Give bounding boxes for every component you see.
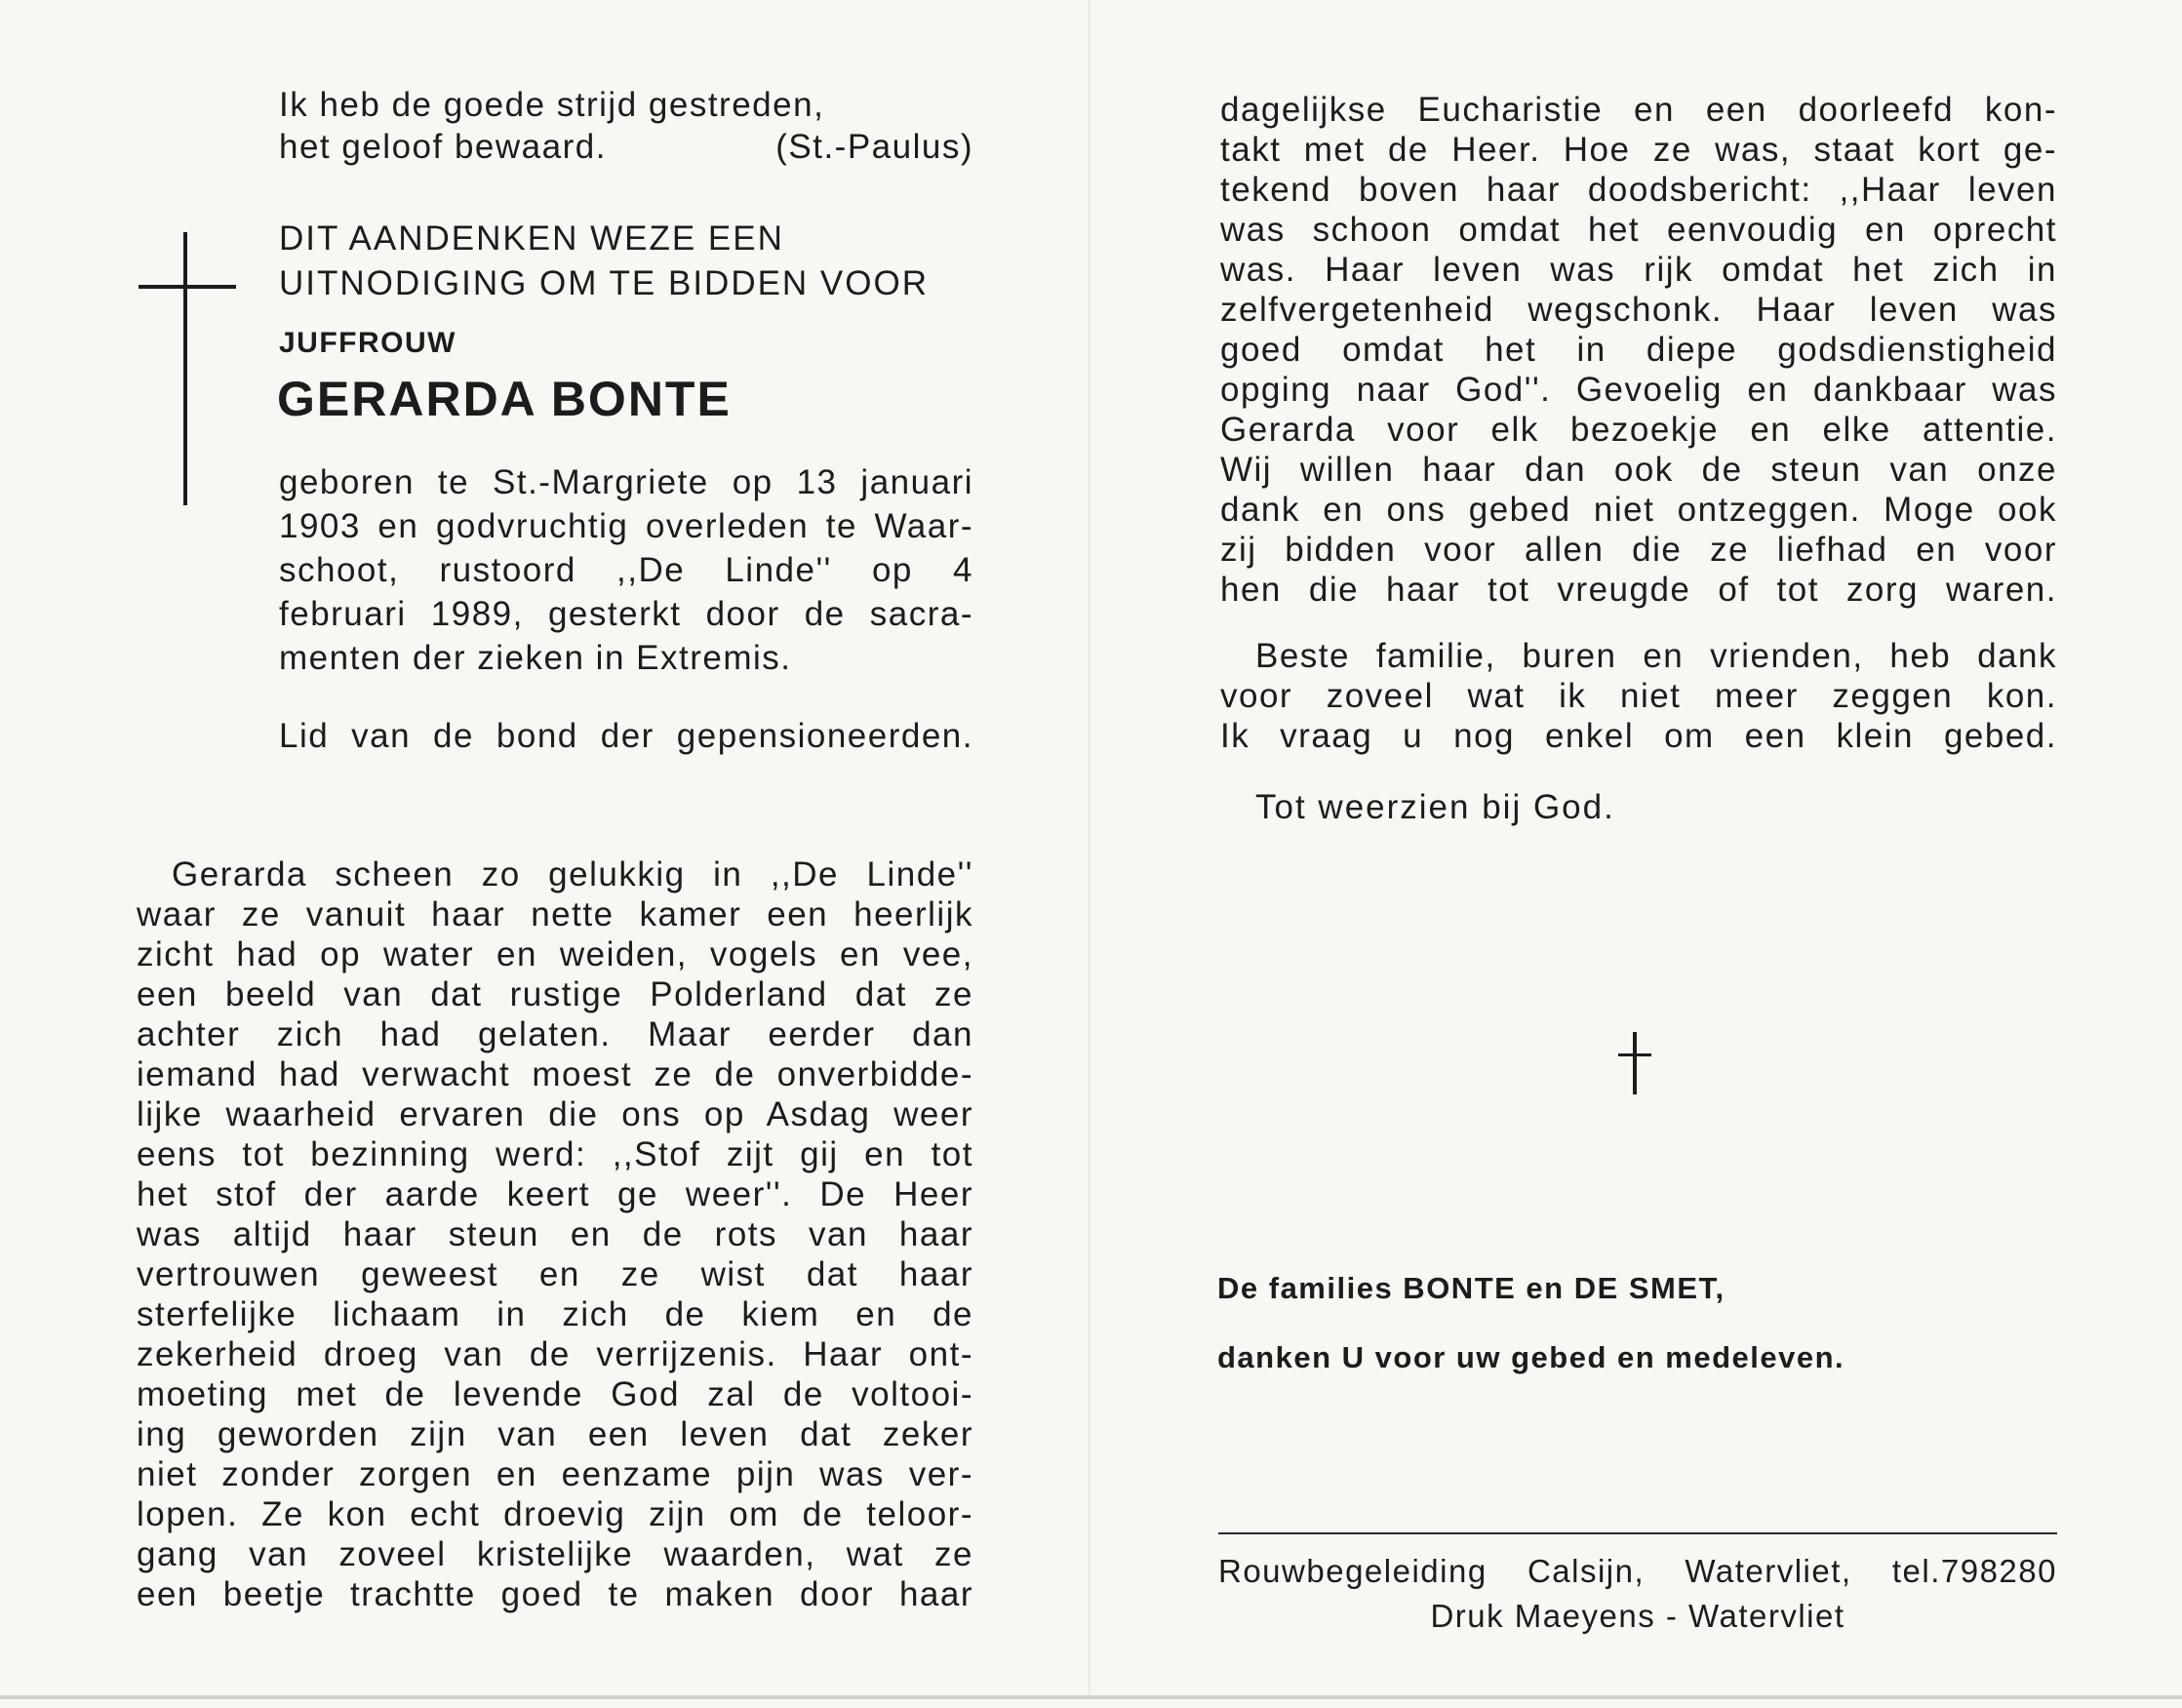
birth-line: schoot, rustoord ,,De Linde'' op 4 — [279, 551, 973, 589]
bio-continued-line: was schoon omdat het eenvoudig en oprecht — [1220, 211, 2057, 249]
deceased-name: GERARDA BONTE — [277, 372, 732, 426]
bio-line: zicht had op water en weiden, vogels en vee, — [137, 935, 973, 973]
thanks-line: danken U voor uw gebed en medeleven. — [1217, 1340, 1845, 1374]
bio-line: een beetje trachtte goed te maken door haar — [137, 1575, 973, 1613]
invitation-line-1: DIT AANDENKEN WEZE EEN — [279, 219, 784, 258]
invitation-line-2: UITNODIGING OM TE BIDDEN VOOR — [279, 264, 930, 302]
bio-continued-line: zij bidden voor allen die ze liefhad en voor — [1220, 531, 2057, 569]
families-line: De families BONTE en DE SMET, — [1217, 1271, 1726, 1305]
bio-line: een beeld van dat rustige Polderland dat ze — [137, 975, 973, 1013]
bio-line: waar ze vanuit haar nette kamer een heerlijk — [137, 895, 973, 933]
cross-icon — [1618, 1032, 1651, 1094]
birth-line: februari 1989, gesterkt door de sacra- — [279, 595, 973, 633]
bio-continued-line: tekend boven haar doodsbericht: ,,Haar leven — [1220, 171, 2057, 209]
bio-line: zekerheid droeg van de verrijzenis. Haar ont- — [137, 1335, 973, 1373]
printer-info: Druk Maeyens - Watervliet — [1430, 1598, 1845, 1634]
divider — [1218, 1532, 2057, 1534]
bio-continued-line: was. Haar leven was rijk omdat het zich in — [1220, 251, 2057, 289]
bio-continued-line: takt met de Heer. Hoe ze was, staat kort ge- — [1220, 131, 2057, 169]
bio-continued-line: dagelijkse Eucharistie en een doorleefd kon- — [1220, 91, 2057, 129]
quote-line-2: het geloof bewaard. — [279, 128, 607, 166]
bio-line: gang van zoveel kristelijke waarden, wat ze — [137, 1535, 973, 1573]
farewell-message — [1220, 636, 2057, 756]
birth-death-details — [279, 460, 973, 680]
closing-line: Tot weerzien bij God. — [1255, 788, 1615, 826]
bio-line: niet zonder zorgen en eenzame pijn was ver- — [137, 1455, 973, 1493]
bible-quote — [279, 84, 973, 168]
bio-line: moeting met de levende God zal de voltooi- — [137, 1375, 973, 1413]
bio-continued-line: Gerarda voor elk bezoekje en elke attentie. — [1220, 411, 2057, 449]
bio-line: het stof der aarde keert ge weer''. De Heer — [137, 1175, 973, 1213]
quote-citation: (St.-Paulus) — [775, 128, 973, 166]
prayer-invitation — [279, 217, 929, 306]
birth-line: geboren te St.-Margriete op 13 januari — [279, 463, 973, 501]
biography-continued — [1220, 90, 2057, 610]
bio-continued-line: zelfvergetenheid wegschonk. Haar leven was — [1220, 291, 2057, 329]
bio-line: iemand had verwacht moest ze de onverbidde- — [137, 1055, 973, 1093]
left-page — [0, 0, 1089, 1697]
bio-line: ing geworden zijn van een leven dat zeker — [137, 1415, 973, 1453]
farewell-line: Ik vraag u nog enkel om een klein gebed. — [1220, 717, 2057, 755]
bio-continued-line: dank en ons gebed niet ontzeggen. Moge ook — [1220, 491, 2057, 529]
farewell-line: voor zoveel wat ik niet meer zeggen kon. — [1220, 677, 2057, 715]
bio-continued-line: goed omdat het in diepe godsdienstigheid — [1220, 331, 2057, 369]
bio-line: lopen. Ze kon echt droevig zijn om de teloor- — [137, 1495, 973, 1533]
bio-line: achter zich had gelaten. Maar eerder dan — [137, 1015, 973, 1053]
bio-line: vertrouwen geweest en ze wist dat haar — [137, 1255, 973, 1293]
bio-continued-line: Wij willen haar dan ook de steun van onze — [1220, 451, 2057, 489]
quote-line-1: Ik heb de goede strijd gestreden, — [279, 86, 825, 124]
bio-line: Gerarda scheen zo gelukkig in ,,De Linde'' — [172, 855, 973, 894]
honorific: JUFFROUW — [279, 327, 456, 359]
birth-line: menten der zieken in Extremis. — [279, 639, 792, 677]
bio-continued-line: hen die haar tot vreugde of tot zorg waren. — [1220, 571, 2057, 609]
farewell-line: Beste familie, buren en vrienden, heb dank — [1255, 637, 2057, 675]
bio-line: eens tot bezinning werd: ,,Stof zijt gij en tot — [137, 1135, 973, 1173]
bio-line: sterfelijke lichaam in zich de kiem en de — [137, 1295, 973, 1333]
biography — [137, 854, 973, 1614]
birth-line: 1903 en godvruchtig overleden te Waar- — [279, 507, 973, 545]
bio-line: lijke waarheid ervaren die ons op Asdag weer — [137, 1095, 973, 1133]
bio-continued-line: opging naar God''. Gevoelig en dankbaar was — [1220, 371, 2057, 409]
card-edge — [0, 1695, 2182, 1699]
undertaker-info: Rouwbegeleiding Calsijn, Watervliet, tel.798280 — [1218, 1553, 2057, 1589]
membership-line: Lid van de bond der gepensioneerden. — [279, 717, 973, 755]
cross-icon — [139, 232, 236, 505]
membership — [279, 716, 973, 756]
bio-line: was altijd haar steun en de rots van haar — [137, 1215, 973, 1253]
